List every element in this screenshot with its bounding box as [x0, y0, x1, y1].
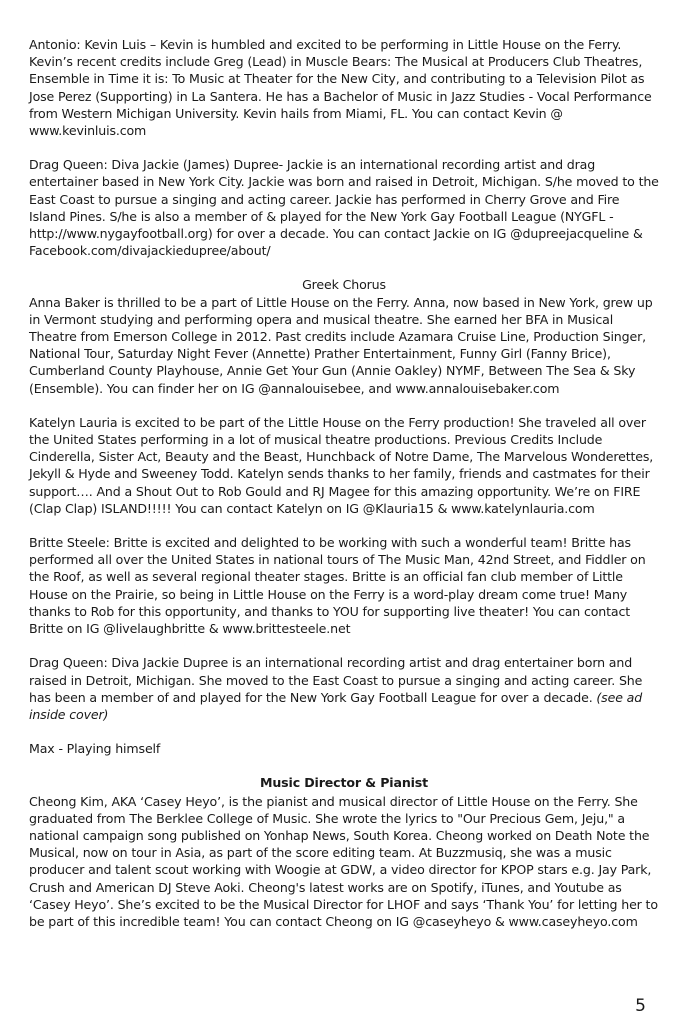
bio-kevin-luis: Antonio: Kevin Luis – Kevin is humbled and excited to be performing in Little House on the Ferry. Kevin’s recent credits include Greg (Lead) in Muscle Bears: The Musical at Producers Club Theatres, Ensemble in Time it is: To Music at Theater for the New City, and contributing to a Television Pilot as Jose Perez (Supporting) in La Santera. He has a Bachelor of Music in Jazz Studies - Vocal Performance from Western Michigan University. Kevin hails from Miami, FL. You can contact Kevin @ www.kevinluis.com — [29, 37, 652, 139]
page-number: 5 — [635, 996, 646, 1016]
program-page — [29, 36, 659, 947]
bio-max: Max - Playing himself — [29, 741, 161, 757]
bio-britte-steele: Britte Steele: Britte is excited and delighted to be working with such a wonderful team! Britte has performed all over the United States in national tours of The Music Man, 42nd Street, and Fiddler on the Roof, as well as several regional theater stages. Britte is an official fan club member of Little House on the Prairie, so being in Little House on the Ferry is a word-play dream come true! Many thanks to Rob for this opportunity, and thanks to YOU for supporting live theater! You can contact Britte on IG @livelaughbritte & www.brittesteele.net — [29, 535, 646, 637]
music-director-heading: Music Director & Pianist — [259, 775, 429, 791]
greek-chorus-heading: Greek Chorus — [302, 277, 386, 293]
bio-anna-baker: Anna Baker is thrilled to be a part of Little House on the Ferry. Anna, now based in New York, grew up in Vermont studying and performing opera and musical theatre. She earned her BFA in Musical Theatre from Emerson College in 2012. Past credits include Azamara Cruise Line, Production Singer, National Tour, Saturday Night Fever (Annette) Prather Entertainment, Funny Girl (Fanny Brice), Cumberland County Playhouse, Annie Get Your Gun (Annie Oakley) NYMF, Between The Sea & Sky (Ensemble). You can finder her on IG @annalouisebee, and www.annalouisebaker.com — [29, 294, 653, 396]
bio-cheong-kim: Cheong Kim, AKA ‘Casey Heyo’, is the pianist and musical director of Little House on the Ferry. She graduated from The Berklee College of Music. She wrote the lyrics to "Our Precious Gem, Jeju," a national campaign song published on Yonhap News, South Korea. Cheong worked on Death Note the Musical, now on tour in Asia, as part of the score editing team. At Buzzmusiq, she was a music producer and talent scout working with Woogie at GDW, a video director for KPOP stars e.g. Jay Park, Crush and American DJ Steve Aoki. Cheong's latest works are on Spotify, iTunes, and Youtube as ‘Casey Heyo’. She’s excited to be the Musical Director for LHOF and says ‘Thank You’ for letting her to be part of this incredible team! You can contact Cheong on IG @caseyheyo & www.caseyheyo.com — [29, 793, 658, 929]
bio-jackie-dupree: Drag Queen: Diva Jackie (James) Dupree- Jackie is an international recording artist and drag entertainer based in New York City. Jackie was born and raised in Detroit, Michigan. S/he moved to the East Coast to pursue a singing and acting career. Jackie has performed in Cherry Grove and Fire Island Pines. S/he is also a member of & played for the New York Gay Football League (NYGFL - http://www.nygayfootball.org) for over a decade. You can contact Jackie on IG @dupreejacqueline & Facebook.com/divajackiedupree/about/ — [29, 157, 659, 259]
bio-diva-jackie-dupree — [29, 654, 659, 723]
bio-katelyn-lauria: Katelyn Lauria is excited to be part of the Little House on the Ferry production! She traveled all over the United States performing in a lot of musical theatre productions. Previous Credits Include Cinderella, Sister Act, Beauty and the Beast, Hunchback of Notre Dame, The Marvelous Wonderettes, Jekyll & Hyde and Sweeney Todd. Katelyn sends thanks to her family, friends and castmates for their support…. And a Shout Out to Rob Gould and RJ Magee for this amazing opportunity. We’re on FIRE (Clap Clap) ISLAND!!!!! You can contact Katelyn on IG @Klauria15 & www.katelynlauria.com — [29, 414, 654, 516]
ad-note: (see ad inside cover) — [29, 689, 643, 722]
bio-diva-jackie-text: Drag Queen: Diva Jackie Dupree is an international recording artist and drag entertainer born and raised in Detroit, Michigan. She moved to the East Coast to pursue a singing and acting career. She has been a member of and played for the New York Gay Football League for over a decade. — [29, 655, 643, 705]
